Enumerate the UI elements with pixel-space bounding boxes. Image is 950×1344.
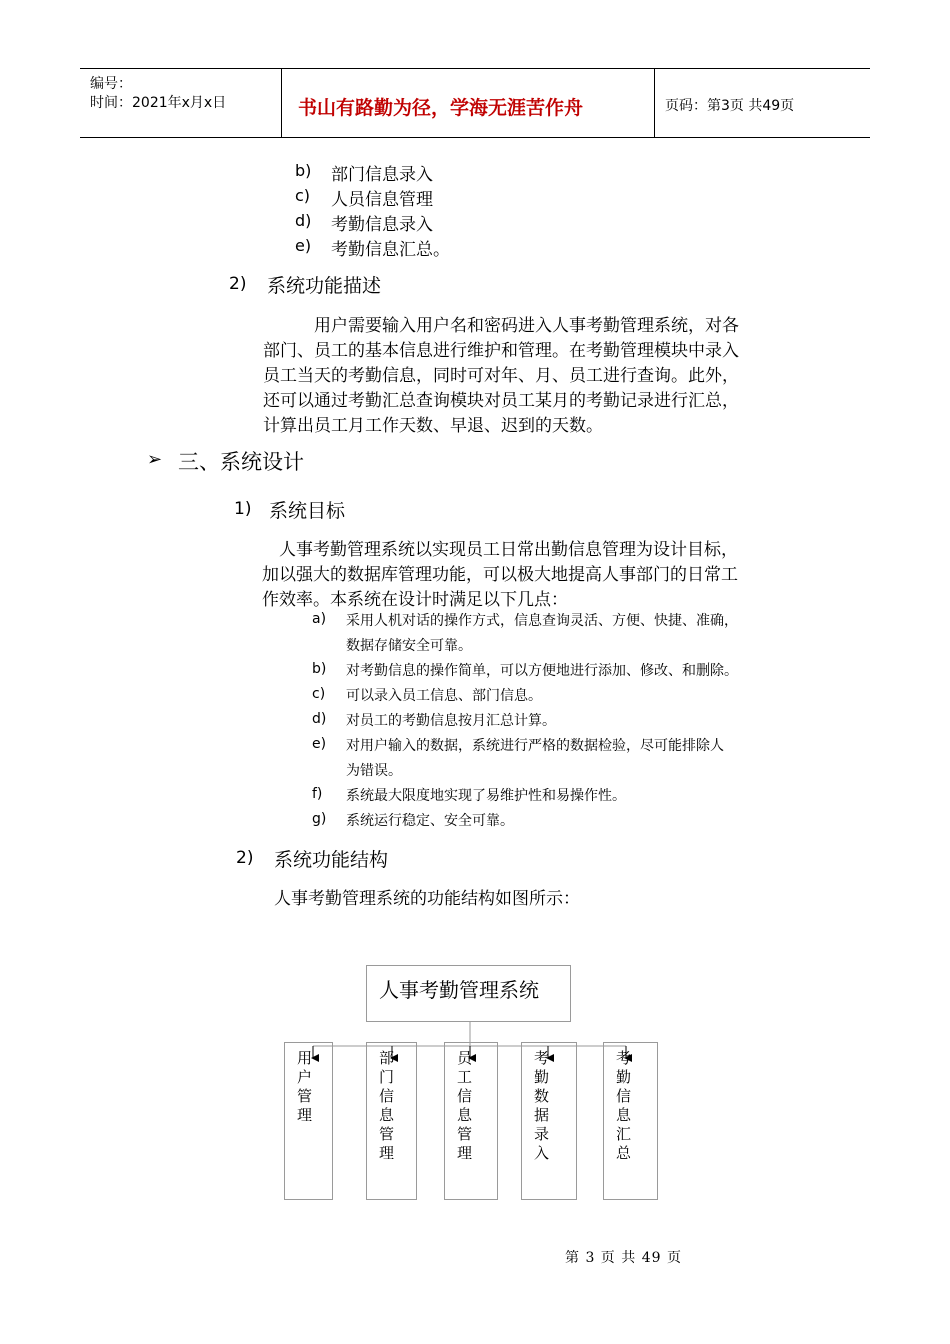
diagram-module-box: [366, 1042, 417, 1200]
paragraph-line: 人事考勤管理系统以实现员工日常出勤信息管理为设计目标，: [279, 540, 738, 560]
list-marker: f): [312, 786, 323, 802]
header-number: 编号：: [90, 76, 132, 92]
paragraph-line: 用户需要输入用户名和密码进入人事考勤管理系统，对各: [314, 316, 739, 336]
paragraph-line: 人事考勤管理系统的功能结构如图所示：: [274, 889, 580, 909]
heading-marker: 2): [236, 848, 254, 868]
header-page-number: 页码：第3页 共49页: [665, 98, 795, 114]
paragraph-line: 计算出员工月工作天数、早退、迟到的天数。: [263, 416, 603, 436]
diagram-module-label: 用户管理: [297, 1049, 313, 1124]
list-marker: b): [295, 161, 312, 180]
list-item-continued: 为错误。: [346, 763, 402, 779]
diagram-root-label: 人事考勤管理系统: [379, 978, 539, 1002]
diagram-module-label: 考勤数据录入: [534, 1049, 550, 1162]
diagram-module-box: [444, 1042, 498, 1200]
list-item: 考勤信息录入: [331, 215, 433, 235]
heading-marker: 1): [234, 499, 252, 519]
heading-marker: 2): [229, 274, 247, 294]
paragraph-line: 员工当天的考勤信息，同时可对年、月、员工进行查询。此外，: [263, 366, 739, 386]
list-item: 可以录入员工信息、部门信息。: [346, 688, 542, 704]
section-bullet: ➢: [147, 449, 163, 470]
list-item: 系统运行稳定、安全可靠。: [346, 813, 514, 829]
list-item: 对考勤信息的操作简单，可以方便地进行添加、修改、和删除。: [346, 663, 738, 679]
list-item: 人员信息管理: [331, 190, 433, 210]
list-marker: b): [312, 661, 327, 677]
list-marker: d): [312, 711, 327, 727]
list-marker: c): [295, 186, 311, 205]
header-motto: 书山有路勤为径，学海无涯苦作舟: [298, 97, 584, 119]
paragraph-line: 加以强大的数据库管理功能，可以极大地提高人事部门的日常工: [262, 565, 738, 585]
diagram-module-label: 员工信息管理: [457, 1049, 473, 1162]
section-heading: 系统功能描述: [267, 275, 382, 297]
diagram-module-box: [521, 1042, 577, 1200]
list-item: 对员工的考勤信息按月汇总计算。: [346, 713, 556, 729]
page-footer: 第 3 页 共 49 页: [565, 1250, 682, 1266]
list-item-continued: 数据存储安全可靠。: [346, 638, 472, 654]
diagram-root-box: [366, 965, 571, 1022]
list-item: 采用人机对话的操作方式，信息查询灵活、方便、快捷、准确，: [346, 613, 738, 629]
list-marker: c): [312, 686, 326, 702]
paragraph-line: 作效率。本系统在设计时满足以下几点：: [262, 590, 568, 610]
diagram-module-label: 考勤信息汇总: [616, 1049, 632, 1162]
list-marker: e): [312, 736, 327, 752]
list-marker: d): [295, 211, 312, 230]
paragraph-line: 部门、员工的基本信息进行维护和管理。在考勤管理模块中录入: [263, 341, 739, 361]
section-heading: 系统目标: [269, 500, 346, 522]
list-marker: a): [312, 611, 327, 627]
diagram-module-box: [284, 1042, 333, 1200]
section-heading: 系统功能结构: [274, 849, 389, 871]
list-marker: e): [295, 236, 312, 255]
list-item: 系统最大限度地实现了易维护性和易操作性。: [346, 788, 626, 804]
list-item: 对用户输入的数据，系统进行严格的数据检验，尽可能排除人: [346, 738, 724, 754]
paragraph-line: 还可以通过考勤汇总查询模块对员工某月的考勤记录进行汇总，: [263, 391, 739, 411]
diagram-module-box: [603, 1042, 658, 1200]
list-item: 考勤信息汇总。: [331, 240, 450, 260]
list-marker: g): [312, 811, 327, 827]
diagram-module-label: 部门信息管理: [379, 1049, 395, 1162]
section-title: 三、系统设计: [178, 450, 304, 474]
list-item: 部门信息录入: [331, 165, 433, 185]
header-time: 时间：2021年x月x日: [90, 95, 227, 111]
